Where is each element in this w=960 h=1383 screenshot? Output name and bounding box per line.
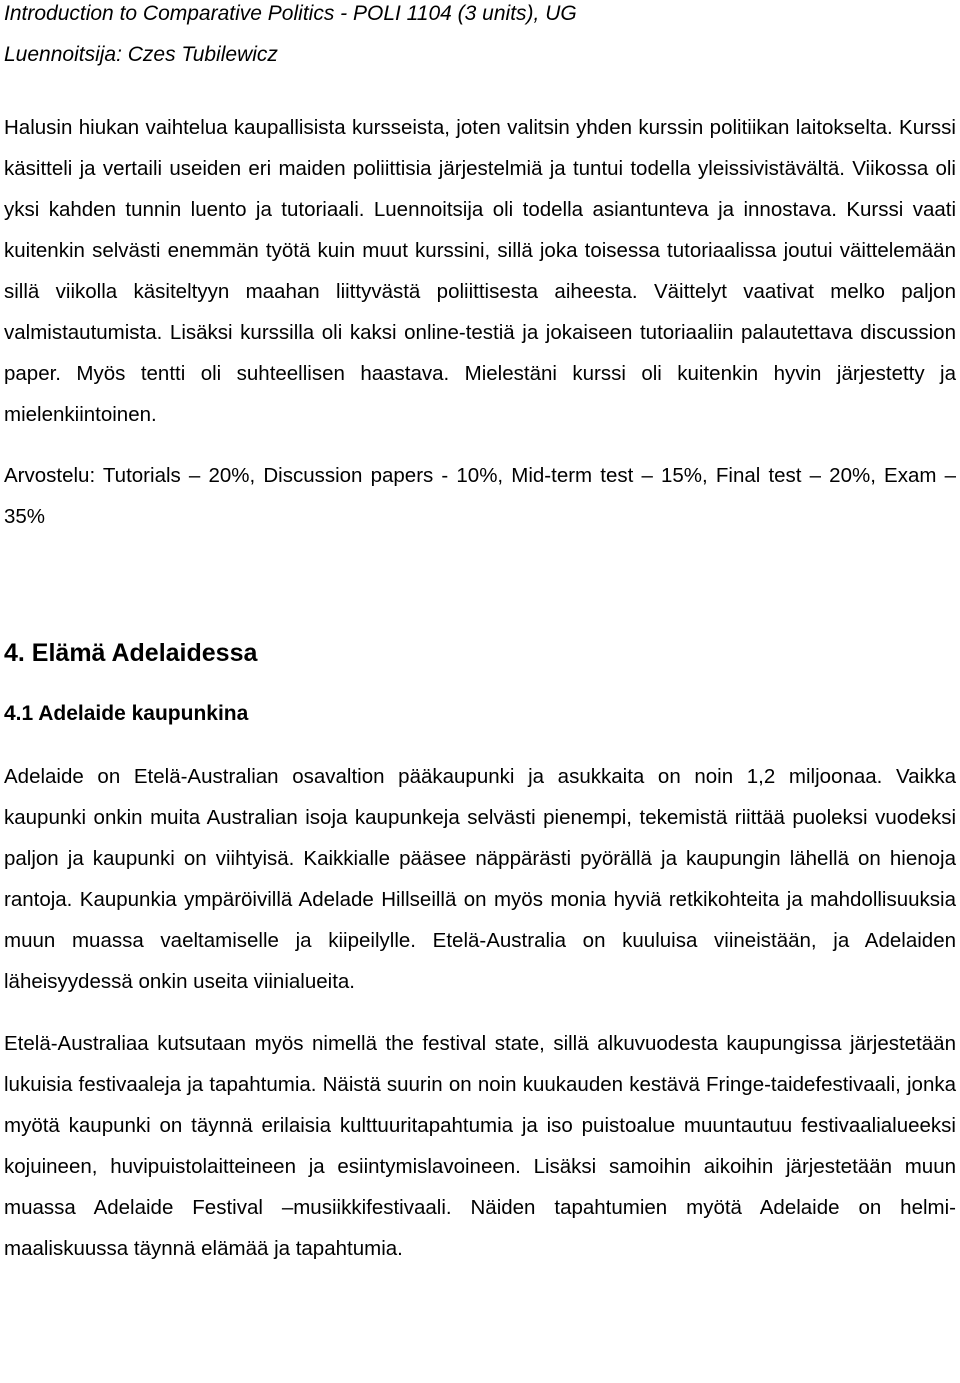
adelaide-paragraph-2: Etelä-Australiaa kutsutaan myös nimellä the festival state, sillä alkuvuodesta kaupungissa järjestetään lukuisia festivaaleja ja tapahtumia. Näistä suurin on noin kuukauden kestävä Fringe-taidefestivaali, jonka myötä kaupunki on täynnä erilaisia kulttuuritapahtumia ja iso puistoalue muuntautuu festivaalialueeksi kojuineen, huvipuistolaitteineen ja esiintymislavoineen. Lisäksi samoihin aikoihin järjestetään muun muassa Adelaide Festival –musiikkifestivaali. Näiden tapahtumien myötä Adelaide on helmi-maaliskuussa täynnä elämää ja tapahtumia. (4, 1032, 956, 1260)
section-heading: 4. Elämä Adelaidessa (4, 639, 258, 667)
lecturer-line: Luennoitsija: Czes Tubilewicz (4, 43, 278, 66)
course-title: Introduction to Comparative Politics - POLI 1104 (3 units), UG (4, 2, 577, 25)
document-page (4, 0, 956, 1269)
adelaide-paragraph-1: Adelaide on Etelä-Australian osavaltion pääkaupunki ja asukkaita on noin 1,2 miljoonaa. Vaikka kaupunki onkin muita Australian isoja kaupunkeja selvästi pienempi, tekemistä riittää puoleksi vuodeksi paljon ja kaupunki on viihtyisä. Kaikkialle pääsee näppärästi pyörällä ja kaupungin lähellä on hienoja rantoja. Kaupunkia ympäröivillä Adelade Hillseillä on myös monia hyviä retkikohteita ja mahdollisuuksia muun muassa vaeltamiselle ja kiipeilylle. Etelä-Australia on kuuluisa viineistään, ja Adelaiden läheisyydessä onkin useita viinialueita. (4, 765, 956, 993)
grading-paragraph: Arvostelu: Tutorials – 20%, Discussion papers - 10%, Mid-term test – 15%, Final test – 20%, Exam – 35% (4, 464, 956, 528)
course-review-paragraph: Halusin hiukan vaihtelua kaupallisista kursseista, joten valitsin yhden kurssin politiikan laitokselta. Kurssi käsitteli ja vertaili useiden eri maiden poliittisia järjestelmiä ja tuntui todella yleissivistävältä. Viikossa oli yksi kahden tunnin luento ja tutoriaali. Luennoitsija oli todella asiantunteva ja innostava. Kurssi vaati kuitenkin selvästi enemmän työtä kuin muut kurssini, sillä joka toisessa tutoriaalissa joutui väittelemään sillä viikolla käsiteltyyn maahan liittyvästä poliittisesta aiheesta. Väittelyt vaativat melko paljon valmistautumista. Lisäksi kurssilla oli kaksi online-testiä ja jokaiseen tutoriaaliin palautettava discussion paper. Myös tentti oli suhteellisen haastava. Mielestäni kurssi oli kuitenkin hyvin järjestetty ja mielenkiintoinen. (4, 116, 956, 426)
subsection-heading: 4.1 Adelaide kaupunkina (4, 702, 249, 725)
